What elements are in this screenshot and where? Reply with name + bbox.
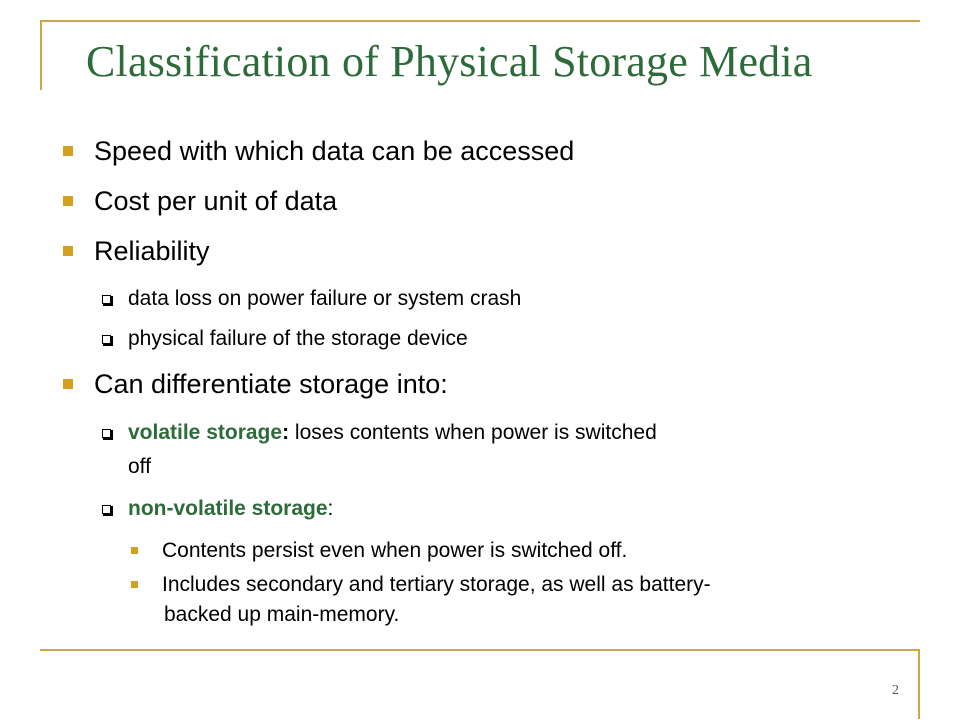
sub-bullet-nonvolatile bbox=[128, 497, 333, 521]
bullet-reliability-text: Reliability bbox=[94, 236, 210, 266]
bullet-marker bbox=[131, 581, 138, 588]
bullet-marker bbox=[131, 547, 138, 554]
checkbox-bullet-icon bbox=[102, 429, 111, 438]
page-number: 2 bbox=[892, 683, 899, 698]
volatile-description-cont: off bbox=[128, 455, 151, 478]
bullet-cost bbox=[94, 186, 337, 217]
volatile-colon: : bbox=[282, 421, 290, 444]
bullet-marker bbox=[63, 379, 73, 389]
nonvolatile-colon: : bbox=[327, 497, 334, 520]
bottom-rule-horizontal bbox=[40, 649, 920, 651]
top-rule-vertical bbox=[40, 20, 42, 90]
sub-bullet-data-loss bbox=[128, 287, 521, 311]
sub-bullet-physical-failure-text: physical failure of the storage device bbox=[128, 327, 468, 350]
sub-sub-bullet-persist-text: Contents persist even when power is switched off. bbox=[162, 539, 628, 562]
sub-bullet-volatile bbox=[128, 421, 657, 445]
volatile-description: loses contents when power is switched bbox=[289, 421, 657, 444]
volatile-term: volatile storage bbox=[128, 421, 283, 444]
sub-sub-bullet-includes-text-cont: backed up main-memory. bbox=[164, 603, 400, 626]
bullet-marker bbox=[63, 246, 73, 256]
bullet-cost-text: Cost per unit of data bbox=[94, 186, 338, 216]
bullet-differentiate bbox=[94, 369, 448, 400]
nonvolatile-term: non-volatile storage bbox=[128, 497, 328, 520]
sub-bullet-data-loss-text: data loss on power failure or system crash bbox=[128, 287, 522, 310]
bullet-speed-text: Speed with which data can be accessed bbox=[94, 136, 575, 166]
slide-title: Classification of Physical Storage Media bbox=[86, 37, 813, 86]
bullet-differentiate-text: Can differentiate storage into: bbox=[94, 369, 448, 399]
bullet-marker bbox=[63, 196, 73, 206]
top-rule-horizontal bbox=[40, 20, 920, 22]
checkbox-bullet-icon bbox=[102, 335, 111, 344]
checkbox-bullet-icon bbox=[102, 295, 111, 304]
checkbox-bullet-icon bbox=[102, 505, 111, 514]
sub-bullet-volatile-continuation bbox=[128, 455, 151, 479]
sub-sub-bullet-persist bbox=[162, 539, 627, 563]
bullet-reliability bbox=[94, 236, 210, 267]
sub-sub-bullet-includes-continuation bbox=[164, 603, 399, 627]
sub-sub-bullet-includes bbox=[162, 573, 711, 597]
bottom-rule-vertical bbox=[918, 649, 920, 719]
bullet-marker bbox=[63, 146, 73, 156]
sub-bullet-physical-failure bbox=[128, 327, 468, 351]
sub-sub-bullet-includes-text: Includes secondary and tertiary storage, as well as battery- bbox=[162, 573, 711, 596]
bullet-speed bbox=[94, 136, 574, 167]
